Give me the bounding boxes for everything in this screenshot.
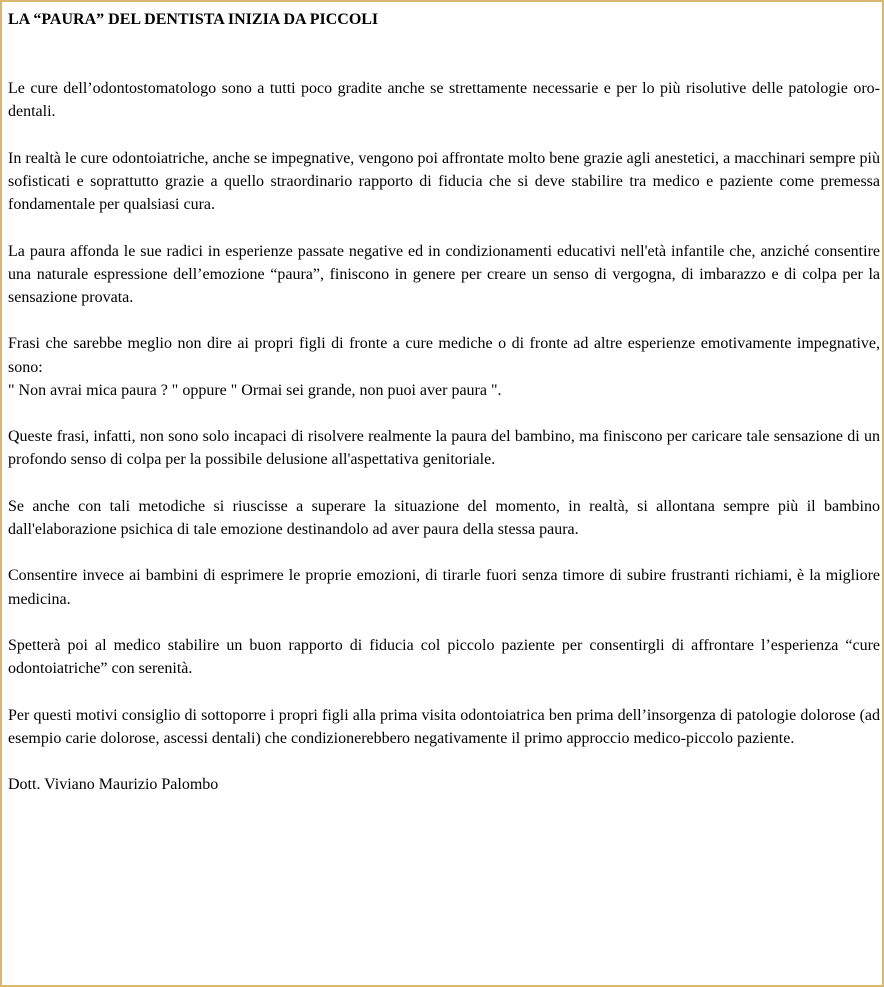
title-spacer <box>8 31 880 77</box>
paragraph-phrases-effect: Queste frasi, infatti, non sono solo incapaci di risolvere realmente la paura del bambino, ma finiscono per caricare tale sensazione di un profondo senso di colpa per la possibile delusione all'aspettativa genitoriale. <box>8 428 880 469</box>
paragraph-advice: Per questi motivi consiglio di sottoporre i propri figli alla prima visita odontoiatrica ben prima dell’insorgenza di patologie dolorose (ad esempio carie dolorose, ascessi dentali) che condizionerebbero negativamente il primo approccio medico-piccolo paziente. <box>8 706 880 747</box>
paragraph-fear-roots: La paura affonda le sue radici in esperienze passate negative ed in condizionamenti educativi nell'età infantile che, anziché consentire una naturale espressione dell’emozione “paura”, finiscono in genere per creare un senso di vergogna, di imbarazzo e di colpa per la sensazione provata. <box>8 242 880 306</box>
phrases-intro: Frasi che sarebbe meglio non dire ai propri figli di fronte a cure mediche o di fronte ad altre esperienze emotivamente impegnative, sono: <box>8 335 880 376</box>
paragraph-express-emotions: Consentire invece ai bambini di esprimere le proprie emozioni, di tirarle fuori senza timore di subire frustranti richiami, è la migliore medicina. <box>8 567 880 608</box>
paragraph-methods: Se anche con tali metodiche si riuscisse a superare la situazione del momento, in realtà, si allontana sempre più il bambino dall'elaborazione psichica di tale emozione destinandolo ad aver paura della stessa paura. <box>8 497 880 538</box>
document-body <box>8 8 880 820</box>
signature: Dott. Viviano Maurizio Palombo <box>8 776 219 794</box>
paragraph-intro: Le cure dell’odontostomatologo sono a tutti poco gradite anche se strettamente necessarie e per lo più risolutive delle patologie oro-dentali. <box>8 80 880 121</box>
paragraph-anesthetics: In realtà le cure odontoiatriche, anche se impegnative, vengono poi affrontate molto bene grazie agli anestetici, a macchinari sempre più sofisticati e soprattutto grazie a quello straordinario rapporto di fiducia che si deve stabilire tra medico e paziente come premessa fondamentale per qualsiasi cura. <box>8 149 880 214</box>
page-title: LA “PAURA” DEL DENTISTA INIZIA DA PICCOLI <box>8 11 379 28</box>
paragraph-phrases <box>8 332 880 402</box>
paragraph-doctor-role: Spetterà poi al medico stabilire un buon rapporto di fiducia col piccolo paziente per consentirgli di affrontare l’esperienza “cure odontoiatriche” con serenità. <box>8 636 880 678</box>
phrases-quote: " Non avrai mica paura ? " oppure " Ormai sei grande, non puoi aver paura ". <box>8 381 502 399</box>
